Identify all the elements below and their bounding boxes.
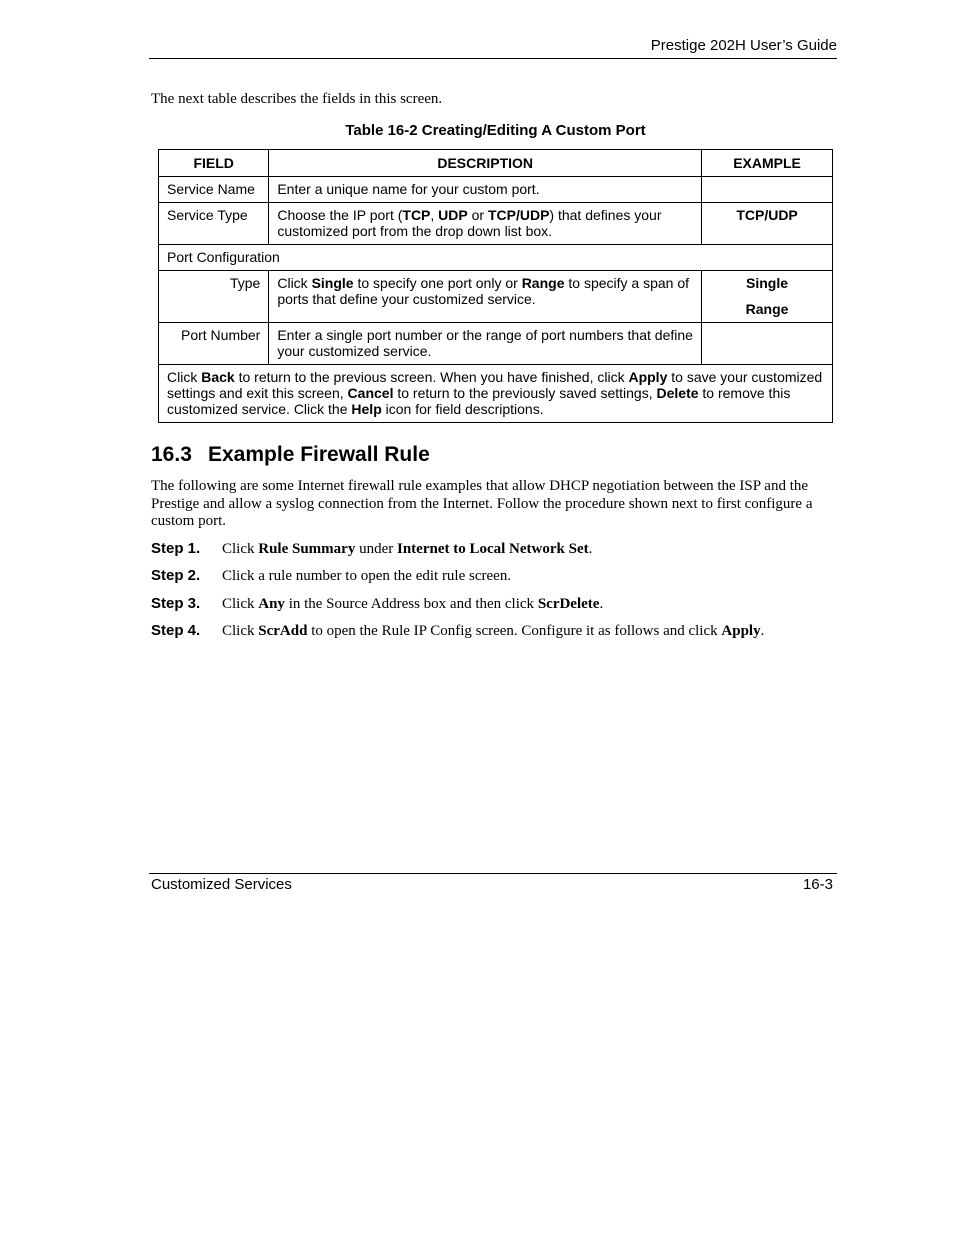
footer-note-cell: Click Back to return to the previous screen. When you have finished, click Apply to save your customized settings and exit this screen, Cancel to return to the previously saved settings, Delete to remove this customized service. Click the Help icon for field descriptions. (159, 365, 833, 423)
field-cell: Type (159, 271, 269, 323)
step-text: Click a rule number to open the edit rule screen. (222, 568, 512, 584)
step-text: Click ScrAdd to open the Rule IP Config screen. Configure it as follows and click Apply. (222, 623, 765, 639)
section-title: Example Firewall Rule (208, 443, 430, 466)
step-text: Click Any in the Source Address box and then click ScrDelete. (222, 596, 604, 612)
table-row-footer-note (159, 365, 833, 423)
section-number: 16.3 (151, 443, 192, 466)
intro-text: The next table describes the fields in this screen. (151, 91, 443, 107)
description-cell: Click Single to specify one port only or Range to specify a span of ports that define your customized service. (269, 271, 702, 323)
example-cell: Single Range (702, 271, 833, 323)
table-caption: Table 16-2 Creating/Editing A Custom Port (345, 122, 646, 139)
table-row-port-number (159, 323, 833, 365)
step-label: Step 3. (151, 595, 201, 612)
description-cell: Enter a single port number or the range of port numbers that define your customized service. (269, 323, 702, 365)
section-paragraph: The following are some Internet firewall rule examples that allow DHCP negotiation between the ISP and the Prestige and allow a syslog connection from the Internet. Follow the procedure shown next to first configure a custom port. (151, 478, 813, 529)
table-header-row (159, 150, 833, 177)
page-footer (149, 873, 837, 893)
custom-port-table (158, 149, 833, 423)
example-cell (702, 323, 833, 365)
column-header-field: FIELD (159, 150, 269, 177)
table-row-service-type (159, 203, 833, 245)
field-cell: Port Number (159, 323, 269, 365)
field-cell: Service Name (159, 177, 269, 203)
step-text: Click Rule Summary under Internet to Local Network Set. (222, 541, 593, 557)
step-label: Step 1. (151, 540, 201, 557)
example-cell: TCP/UDP (702, 203, 833, 245)
table-row-type (159, 271, 833, 323)
description-cell: Choose the IP port (TCP, UDP or TCP/UDP) that defines your customized port from the drop down list box. (269, 203, 702, 245)
description-cell: Enter a unique name for your custom port. (269, 177, 702, 203)
step-label: Step 4. (151, 622, 201, 639)
table-row-port-configuration (159, 245, 833, 271)
column-header-description: DESCRIPTION (269, 150, 702, 177)
table-row-service-name (159, 177, 833, 203)
section-row-cell: Port Configuration (159, 245, 833, 271)
page-number: 16-3 (802, 876, 833, 893)
column-header-example: EXAMPLE (702, 150, 833, 177)
step-label: Step 2. (151, 567, 201, 584)
page-header (149, 37, 837, 59)
guide-title: Prestige 202H User’s Guide (650, 37, 837, 54)
example-cell (702, 177, 833, 203)
chapter-name: Customized Services (151, 876, 292, 893)
field-cell: Service Type (159, 203, 269, 245)
section-heading (151, 442, 430, 467)
